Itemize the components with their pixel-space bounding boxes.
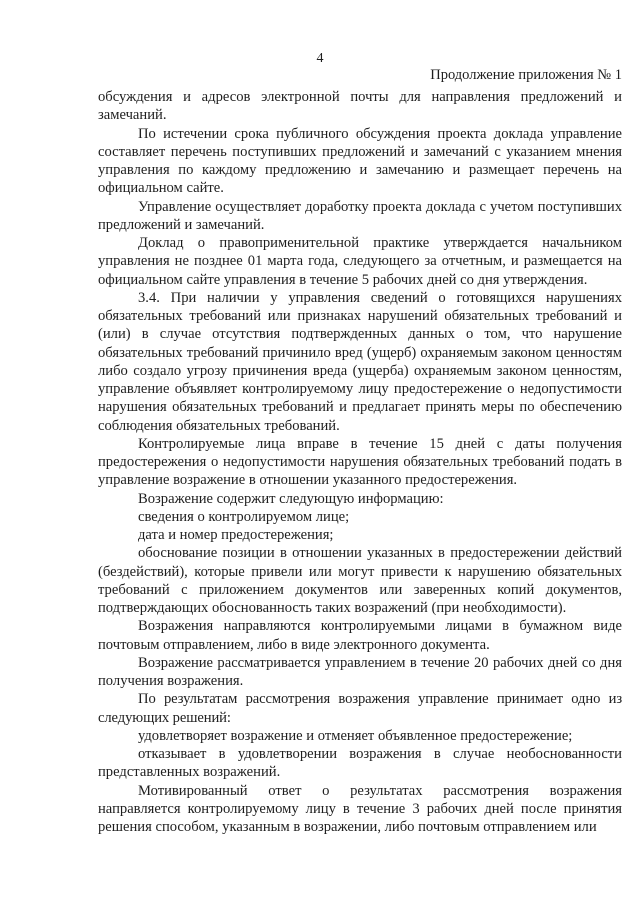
paragraph-continuation: обсуждения и адресов электронной почты для направления предложений и замечаний. (98, 89, 622, 124)
paragraph-objection-contents: Возражение содержит следующую информацию: (138, 490, 444, 507)
paragraph-section-3-4: 3.4. При наличии у управления сведений о готовящихся нарушениях обязательных требований или признаках нарушений обязательных требований и (или) в случае отсутствия подтвержденных данных о том, что нарушение обязательных требований причинило вред (ущерб) охраняемым законом ценностям либо создало угрозу причинения вреда (ущерба) охраняемым законом ценностям, управление объявляет контролируемому лицу предостережение о недопустимости нарушения обязательных требований и предлагает принять меры по обеспечению соблюдения обязательных требований. (98, 289, 622, 434)
list-item-decision-satisfy: удовлетворяет возражение и отменяет объявленное предостережение; (138, 727, 573, 744)
list-item-decision-refuse: отказывает в удовлетворении возражения в случае необоснованности представленных возражений. (98, 746, 622, 781)
list-item-entity-info: сведения о контролируемом лице; (138, 508, 350, 525)
appendix-continuation-note: Продолжение приложения № 1 (430, 67, 622, 83)
list-item-warning-date-number: дата и номер предостережения; (138, 527, 334, 543)
paragraph-reasoned-response: Мотивированный ответ о результатах рассмотрения возражения направляется контролируемому лицу в течение 3 рабочих дней после принятия решения способом, указанным в возражении, либо почтовым отправлением или (98, 782, 622, 835)
paragraph-draft-revision: Управление осуществляет доработку проекта доклада с учетом поступивших предложений и замечаний. (98, 198, 622, 233)
document-body (98, 88, 622, 836)
page-number: 4 (316, 51, 324, 66)
paragraph-report-approval: Доклад о правоприменительной практике утверждается начальником управления не позднее 01 марта года, следующего за отчетным, и размещается на официальном сайте управления в течение 5 рабочих дней со дня утверждения. (98, 235, 622, 288)
paragraph-objection-right: Контролируемые лица вправе в течение 15 дней с даты получения предостережения о недопустимости нарушения обязательных требований подать в управление возражение в отношении указанного предостережения. (98, 435, 622, 489)
paragraph-list-compilation: По истечении срока публичного обсуждения проекта доклада управление составляет перечень поступивших предложений и замечаний с указанием мнения управления по каждому предложению и замечанию и размещает перечень на официальном сайте. (98, 125, 622, 197)
paragraph-objection-review-period: Возражение рассматривается управлением в течение 20 рабочих дней со дня получения возражения. (98, 654, 622, 689)
list-item-position-justification: обоснование позиции в отношении указанных в предостережении действий (бездействий), которые привели или могут привести к нарушению обязательных требований с приложением документов или заверенных копий документов, подтверждающих обоснованность таких возражений (при необходимости). (98, 545, 622, 616)
paragraph-review-decisions: По результатам рассмотрения возражения управление принимает одно из следующих решений: (98, 691, 622, 726)
paragraph-objection-delivery: Возражения направляются контролируемыми лицами в бумажном виде почтовым отправлением, либо в виде электронного документа. (98, 618, 622, 653)
